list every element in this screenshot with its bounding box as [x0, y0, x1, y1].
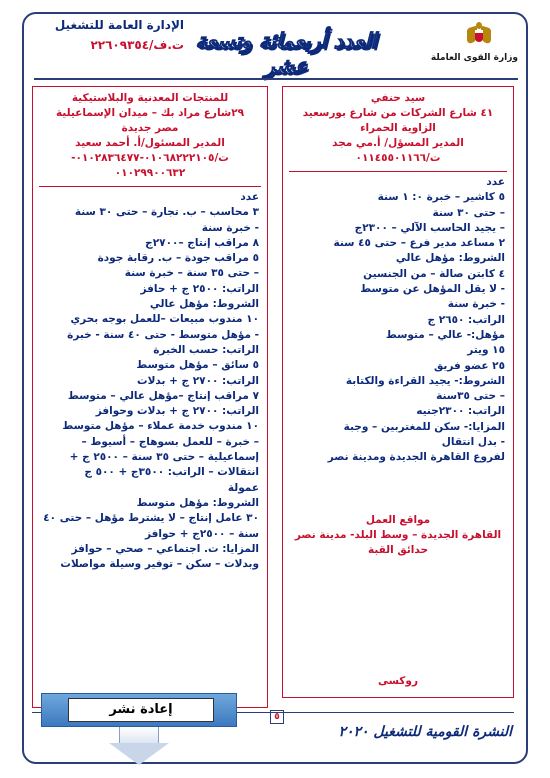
- republish-label: إعادة نشر: [68, 698, 214, 722]
- right-divider: [289, 171, 507, 172]
- right-company-line: سيد حنفي: [370, 92, 426, 104]
- ministry-name: وزارة القوى العاملة: [430, 53, 518, 63]
- ministry-block: [430, 22, 518, 63]
- admin-phone: ت.ف/٢٢٦٠٩٣٥٤: [90, 38, 184, 52]
- right-job-line: - لا يقل المؤهل عن متوسط: [360, 283, 505, 296]
- right-job-line: مؤهل:- عالي – متوسط: [385, 328, 505, 341]
- right-job-line: ٤ كابتن صالة – من الجنسين: [363, 267, 505, 280]
- left-company-line: للمنتجات المعدنية والبلاستيكية: [71, 92, 229, 104]
- admin-title: الإدارة العامة للتشغيل: [54, 18, 184, 32]
- right-company-line: المدير المسؤل/ أ.مي مجد: [332, 137, 464, 149]
- down-arrow-head-icon: [109, 743, 169, 765]
- right-company-line: ٤١ شارع الشركات من شارع بورسعيد: [302, 107, 494, 119]
- left-job-line: – خبرة – للعمل بسوهاج – أسيوط –: [81, 435, 259, 448]
- right-job-line: الراتب: ٢٣٠٠جنيه: [416, 405, 505, 418]
- left-job-line: ٣ محاسب – ب. تجارة – حتى ٣٠ سنة: [74, 206, 259, 219]
- left-divider: [39, 186, 261, 187]
- right-job-line: المزايا:- سكن للمغتربين – وجبة: [343, 420, 505, 433]
- work-location-line: حدائق القبة: [367, 544, 429, 556]
- left-job-line: وبدلات – سكن – توفير وسيلة مواصلات: [60, 558, 259, 571]
- right-job-line: – حتى ٣٠ سنة: [432, 206, 505, 219]
- company-brand: روكسى: [378, 675, 418, 687]
- left-company-line: ٠١٠٢٩٩٠٠٦٣٢: [114, 167, 186, 179]
- right-company-line: الزاوية الحمراء: [360, 122, 436, 134]
- right-job-line: الراتب: ٢٦٥٠ ج: [427, 313, 505, 326]
- left-job-line: ٧ مراقب إنتاج –مؤهل عالي – متوسط: [67, 389, 259, 402]
- down-arrow-icon: [119, 727, 159, 743]
- left-job-line: ٥ مراقب جودة – ب. رقابة جودة: [97, 252, 259, 265]
- egypt-eagle-logo: [467, 22, 491, 50]
- right-listing: [282, 86, 514, 698]
- left-job-line: انتقالات – الراتب: ٣٥٠٠ج + ٥٠٠ ج: [84, 466, 259, 479]
- left-job-line: – حتى ٣٥ سنة – خبرة سنة: [124, 267, 259, 280]
- left-job-line: المزايا: ت. اجتماعي – صحي – حوافز: [71, 542, 259, 555]
- right-job-line: – حتى ٣٥سنة: [436, 390, 505, 403]
- left-jobs: [33, 190, 267, 572]
- left-job-line: الراتب: ٢٧٠٠ ج + بدلات وحوافز: [95, 405, 259, 418]
- left-job-line: - مؤهل متوسط - حتى ٤٠ سنة - خبرة: [67, 328, 259, 341]
- left-company: [33, 87, 267, 183]
- right-job-line: – يجيد الحاسب الآلي – ٢٣٠٠ج: [354, 221, 505, 234]
- left-job-line: - خبرة سنة: [201, 221, 259, 234]
- left-job-line: الراتب: حسب الخبرة: [153, 343, 259, 356]
- admin-block: [34, 18, 184, 52]
- work-locations-title: مواقع العمل: [365, 514, 431, 526]
- left-company-line: ت/٠١٠٦٨٢٢٢١٠٥-٠١٠٢٨٣٦٤٧٧-: [71, 152, 229, 164]
- left-job-line: الشروط: مؤهل عالي: [149, 298, 259, 311]
- left-job-line: ١٠ مندوب مبيعات –للعمل بوجه بحري: [70, 313, 259, 326]
- right-job-line: ٥ كاشير – خبرة ٠: ١ سنة: [377, 191, 505, 204]
- right-job-line: - خبرة سنة: [447, 298, 505, 311]
- right-job-line: الشروط: مؤهل عالي: [395, 252, 505, 265]
- left-job-line: سنة – ٢٥٠٠ج + حوافز: [144, 527, 259, 540]
- left-job-line: الراتب: ٢٥٠٠ ج + حافز: [140, 282, 259, 295]
- left-job-line: عمولة: [227, 481, 259, 494]
- bulletin-title: النشرة القومية للتشغيل ٢٠٢٠: [338, 724, 512, 740]
- right-job-line: ٢ مساعد مدير فرع – حتى ٤٥ سنة: [333, 237, 505, 250]
- issue-title: العدد أربعمائة وتسعة عشر: [195, 28, 377, 78]
- right-jobs: [283, 175, 513, 466]
- left-job-line: الراتب: ٢٧٠٠ ج + بدلات: [137, 374, 259, 387]
- left-job-line: ٨ مراقب إنتاج –٢٧٠٠ج: [145, 236, 259, 249]
- right-job-line: الشروط:- يجيد القراءة والكتابة: [345, 374, 505, 387]
- left-job-line: ٣٠ عامل إنتاج – لا يشترط مؤهل – حتى ٤٠: [43, 512, 259, 525]
- right-job-line: لفروع القاهرة الجديدة ومدينة نصر: [327, 451, 505, 464]
- left-job-line: ٥ سائق – مؤهل متوسط: [136, 359, 259, 372]
- republish-banner: [41, 693, 237, 727]
- right-company-line: ت/٠١١٤٥٥٠١١٦٦: [355, 152, 441, 164]
- header: [26, 18, 524, 78]
- left-job-line: ١٠ مندوب خدمة عملاء – مؤهل متوسط: [62, 420, 259, 433]
- left-company-line: المدير المسئول/أ. أحمد سعيد: [75, 137, 225, 149]
- work-locations: [283, 513, 513, 558]
- left-company-line: مصر جديدة: [121, 122, 179, 134]
- page-number: ٥: [270, 710, 284, 724]
- left-job-line: الشروط: مؤهل متوسط: [136, 496, 259, 509]
- right-company: [283, 87, 513, 168]
- right-job-line: ١٥ ويتر: [467, 344, 505, 357]
- left-job-line: إسماعيلية – حتى ٣٥ سنة – ٢٥٠٠ ج +: [69, 451, 259, 464]
- work-location-line: القاهرة الجديدة – وسط البلد- مدينة نصر: [294, 529, 502, 541]
- header-divider: [34, 78, 518, 80]
- right-job-line: عدد: [486, 176, 505, 188]
- right-job-line: - بدل انتقال: [441, 436, 505, 449]
- left-job-line: عدد: [240, 191, 259, 203]
- left-listing: [32, 86, 268, 708]
- right-job-line: ٢٥ عضو فريق: [433, 359, 505, 372]
- left-company-line: ٢٩شارع مراد بك – ميدان الإسماعيلية: [55, 107, 245, 119]
